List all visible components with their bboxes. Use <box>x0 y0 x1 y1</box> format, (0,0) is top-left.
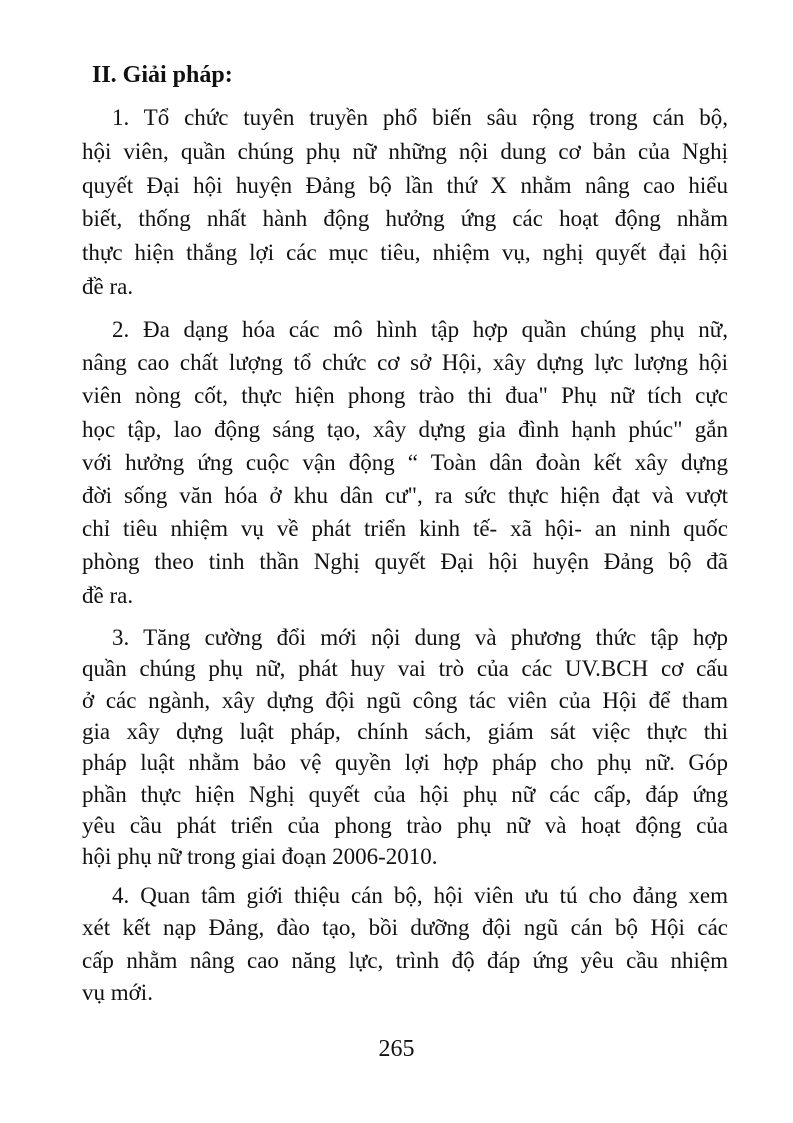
text-line: nâng cao chất lượng tổ chức cơ sở Hội, xây dựng lực lượng hội <box>82 350 728 376</box>
text-line: đề ra. <box>82 274 134 299</box>
text-line: quyết Đại hội huyện Đảng bộ lần thứ X nhằm nâng cao hiểu <box>82 172 728 198</box>
text-line: 1. Tổ chức tuyên truyền phổ biến sâu rộng trong cán bộ, <box>112 105 728 130</box>
text-line: 4. Quan tâm giới thiệu cán bộ, hội viên ưu tú cho đảng xem <box>112 883 728 908</box>
text-line: ở các ngành, xây dựng đội ngũ công tác viên của Hội để tham <box>82 687 728 713</box>
text-line: phòng theo tinh thần Nghị quyết Đại hội huyện Đảng bộ đã <box>82 549 728 575</box>
text-line: cấp nhằm nâng cao năng lực, trình độ đáp ứng yêu cầu nhiệm <box>82 947 728 973</box>
text-line: 2. Đa dạng hóa các mô hình tập hợp quần chúng phụ nữ, <box>112 317 728 342</box>
text-line: gia xây dựng luật pháp, chính sách, giám sát việc thực thi <box>82 718 728 744</box>
text-line: phần thực hiện Nghị quyết của hội phụ nữ các cấp, đáp ứng <box>82 781 728 807</box>
text-line: viên nòng cốt, thực hiện phong trào thi đua" Phụ nữ tích cực <box>82 383 728 409</box>
text-line: đời sống văn hóa ở khu dân cư", ra sức thực hiện đạt và vượt <box>82 483 728 508</box>
text-line: yêu cầu phát triển của phong trào phụ nữ và hoạt động của <box>82 812 728 838</box>
text-line: quần chúng phụ nữ, phát huy vai trò của các UV.BCH cơ cấu <box>82 656 728 682</box>
section-heading: II. Giải pháp: <box>92 62 233 88</box>
text-line: hội phụ nữ trong giai đoạn 2006-2010. <box>82 844 438 870</box>
text-line: chỉ tiêu nhiệm vụ về phát triển kinh tế- xã hội- an ninh quốc <box>82 516 728 542</box>
text-line: học tập, lao động sáng tạo, xây dựng gia đình hạnh phúc" gắn <box>82 416 728 442</box>
text-line: vụ mới. <box>82 979 153 1005</box>
text-line: hội viên, quần chúng phụ nữ những nội dung cơ bản của Nghị <box>82 138 728 164</box>
text-line: 3. Tăng cường đổi mới nội dung và phương thức tập hợp <box>112 625 728 650</box>
text-line: đề ra. <box>82 582 134 608</box>
text-line: với hưởng ứng cuộc vận động “ Toàn dân đoàn kết xây dựng <box>82 449 728 475</box>
text-line: pháp luật nhằm bảo vệ quyền lợi hợp pháp cho phụ nữ. Góp <box>82 750 728 776</box>
text-line: thực hiện thắng lợi các mục tiêu, nhiệm vụ, nghị quyết đại hội <box>82 240 728 266</box>
text-line: biết, thống nhất hành động hưởng ứng các hoạt động nhằm <box>82 206 728 232</box>
text-line: xét kết nạp Đảng, đào tạo, bồi dưỡng đội ngũ cán bộ Hội các <box>82 915 728 941</box>
page-number: 265 <box>378 1036 415 1062</box>
